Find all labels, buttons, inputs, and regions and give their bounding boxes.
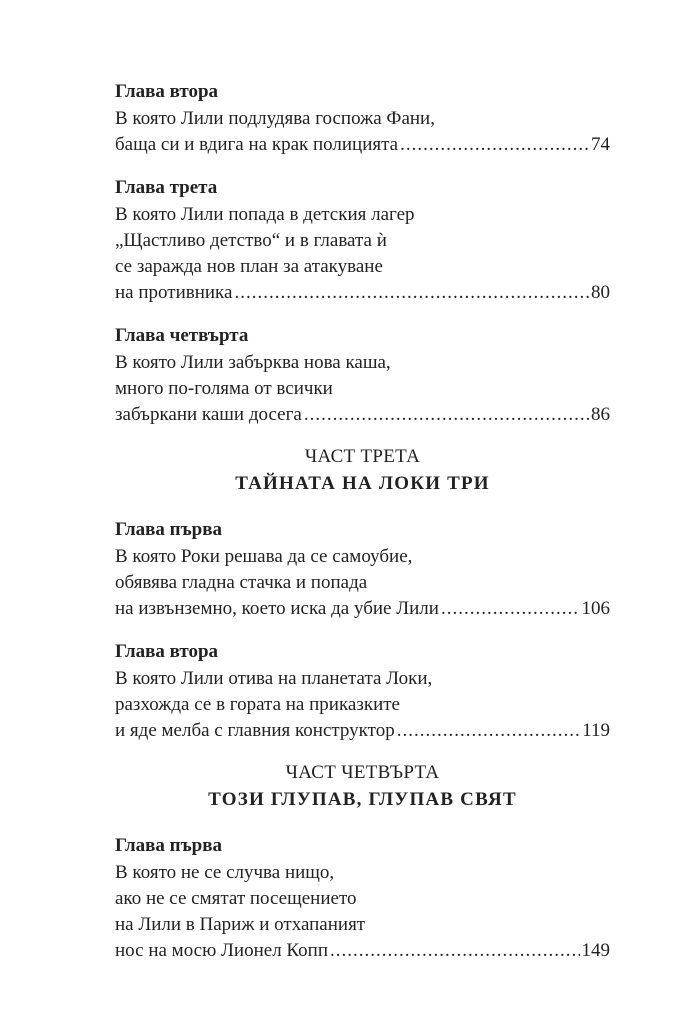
part-label: ЧАСТ ТРЕТА bbox=[304, 446, 421, 467]
dot-leader bbox=[330, 938, 580, 964]
chapter-description-text: и яде мелба с главния конструктор bbox=[115, 720, 395, 741]
dot-leader bbox=[397, 718, 581, 744]
page-number: 119 bbox=[582, 720, 610, 741]
table-of-contents bbox=[115, 78, 610, 980]
chapter-description-line bbox=[115, 718, 610, 744]
chapter-description-text: забъркани каши досега bbox=[115, 404, 302, 425]
page-number: 106 bbox=[581, 598, 610, 619]
chapter-title: Глава първа bbox=[115, 519, 222, 540]
page-number: 149 bbox=[581, 940, 610, 961]
chapter-description-line: В която Лили отива на планетата Локи, bbox=[115, 668, 433, 689]
toc-entry[interactable] bbox=[115, 638, 610, 744]
chapter-description-line: ако не се смятат посещението bbox=[115, 888, 357, 909]
page-number: 86 bbox=[591, 404, 610, 425]
toc-entry[interactable] bbox=[115, 516, 610, 622]
chapter-description-line: В която Лили забърква нова каша, bbox=[115, 352, 391, 373]
chapter-description-line: В която Роки решава да се самоубие, bbox=[115, 546, 413, 567]
chapter-description-line: обявява гладна стачка и попада bbox=[115, 572, 368, 593]
part-heading bbox=[115, 760, 610, 814]
chapter-description-line: В която Лили попада в детския лагер bbox=[115, 204, 415, 225]
chapter-description-text: на противника bbox=[115, 282, 233, 303]
chapter-description-line bbox=[115, 402, 610, 428]
chapter-title: Глава втора bbox=[115, 641, 219, 662]
part-title: ТАЙНАТА НА ЛОКИ ТРИ bbox=[235, 473, 490, 494]
chapter-title: Глава втора bbox=[115, 81, 219, 102]
dot-leader bbox=[400, 132, 589, 158]
chapter-description-line bbox=[115, 596, 610, 622]
chapter-description-line: В която Лили подлудява госпожа Фани, bbox=[115, 108, 435, 129]
part-heading bbox=[115, 444, 610, 498]
chapter-description-line: „Щастливо детство“ и в главата ѝ bbox=[115, 230, 387, 251]
chapter-description-line: се заражда нов план за атакуване bbox=[115, 256, 383, 277]
chapter-description-text: баща си и вдига на крак полицията bbox=[115, 134, 399, 155]
page-number: 74 bbox=[591, 134, 610, 155]
chapter-title: Глава трета bbox=[115, 177, 218, 198]
chapter-description-line: разхожда се в гората на приказките bbox=[115, 694, 400, 715]
chapter-title: Глава четвърта bbox=[115, 325, 249, 346]
toc-entry[interactable] bbox=[115, 322, 610, 428]
part-label: ЧАСТ ЧЕТВЪРТА bbox=[285, 762, 440, 783]
chapter-description-line: на Лили в Париж и отхапаният bbox=[115, 914, 366, 935]
toc-entry[interactable] bbox=[115, 832, 610, 964]
chapter-description-line bbox=[115, 132, 610, 158]
chapter-description-line bbox=[115, 280, 610, 306]
chapter-title: Глава първа bbox=[115, 835, 222, 856]
dot-leader bbox=[304, 402, 589, 428]
dot-leader bbox=[441, 596, 580, 622]
chapter-description-text: нос на мосю Лионел Копп bbox=[115, 940, 328, 961]
chapter-description-line bbox=[115, 938, 610, 964]
toc-entry[interactable] bbox=[115, 174, 610, 306]
part-title: ТОЗИ ГЛУПАВ, ГЛУПАВ СВЯТ bbox=[208, 789, 517, 810]
chapter-description-text: на извънземно, което иска да убие Лили bbox=[115, 598, 439, 619]
page-number: 80 bbox=[591, 282, 610, 303]
dot-leader bbox=[234, 280, 589, 306]
chapter-description-line: много по-голяма от всички bbox=[115, 378, 333, 399]
toc-entry[interactable] bbox=[115, 78, 610, 158]
chapter-description-line: В която не се случва нищо, bbox=[115, 862, 335, 883]
